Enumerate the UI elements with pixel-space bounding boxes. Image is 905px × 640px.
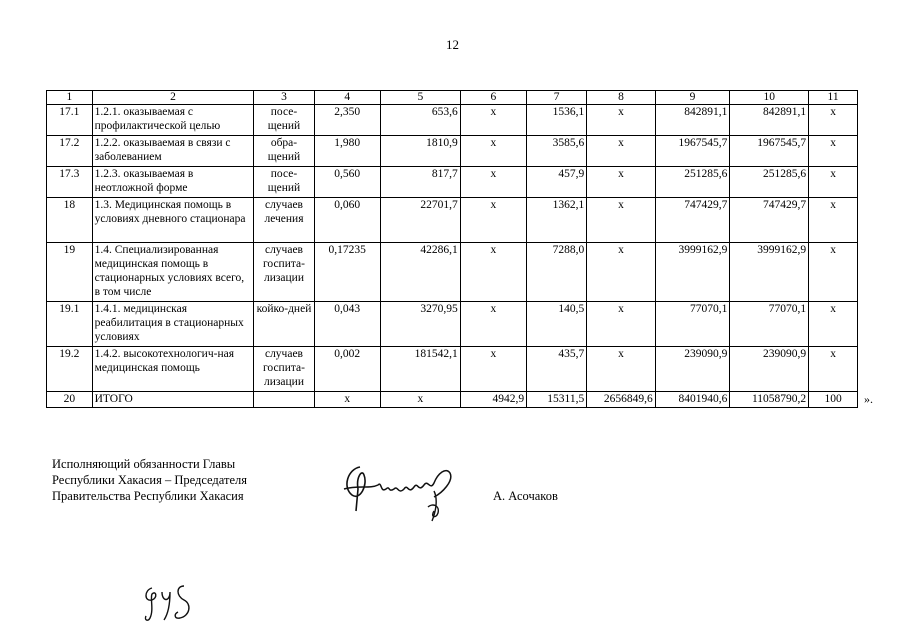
table-row: [47, 243, 858, 302]
cell: 2,350: [314, 105, 380, 136]
table-row: [47, 105, 858, 136]
signatory-title-line: Исполняющий обязанности Главы: [52, 457, 236, 471]
closing-quote: ».: [864, 392, 873, 406]
table-row: [47, 136, 858, 167]
cell: 747429,7: [730, 198, 809, 243]
cell: х: [809, 167, 858, 198]
column-header: 6: [460, 91, 526, 105]
row-unit: случаев лечения: [254, 198, 314, 243]
cell: 251285,6: [655, 167, 730, 198]
cell: 251285,6: [730, 167, 809, 198]
row-number: 19.2: [47, 347, 93, 392]
cell: 1967545,7: [730, 136, 809, 167]
cell: х: [587, 167, 655, 198]
cell: 0,560: [314, 167, 380, 198]
cell: 3585,6: [527, 136, 587, 167]
column-header: 1: [47, 91, 93, 105]
cell: 77070,1: [655, 302, 730, 347]
cell: 3270,95: [380, 302, 460, 347]
signatory-title: [52, 456, 247, 504]
cell: х: [587, 347, 655, 392]
signatory-title-line: Республики Хакасия – Председателя: [52, 473, 248, 487]
row-number: 17.1: [47, 105, 93, 136]
cell: х: [460, 302, 526, 347]
cell: 3999162,9: [730, 243, 809, 302]
row-number: 17.3: [47, 167, 93, 198]
cell: х: [460, 198, 526, 243]
row-number: 19: [47, 243, 93, 302]
cell: х: [587, 136, 655, 167]
table-header-row: [47, 91, 858, 105]
cell: 239090,9: [730, 347, 809, 392]
row-unit: обра-щений: [254, 136, 314, 167]
cell: х: [460, 136, 526, 167]
cell: х: [809, 243, 858, 302]
cell: 653,6: [380, 105, 460, 136]
row-unit: посе-щений: [254, 167, 314, 198]
cell: х: [809, 105, 858, 136]
cell: х: [587, 105, 655, 136]
cell: 239090,9: [655, 347, 730, 392]
cell: 817,7: [380, 167, 460, 198]
column-header: 4: [314, 91, 380, 105]
cell: 4942,9: [460, 392, 526, 408]
cell: 1,980: [314, 136, 380, 167]
cell: 22701,7: [380, 198, 460, 243]
column-header: 11: [809, 91, 858, 105]
cell: 842891,1: [730, 105, 809, 136]
cell: 0,060: [314, 198, 380, 243]
cell: х: [460, 105, 526, 136]
cell: х: [314, 392, 380, 408]
cell: 42286,1: [380, 243, 460, 302]
cell: 77070,1: [730, 302, 809, 347]
cell: 11058790,2: [730, 392, 809, 408]
cell: х: [587, 198, 655, 243]
row-name: 1.4.2. высокотехнологич-ная медицинская помощь: [92, 347, 254, 392]
handwritten-initials: [140, 580, 200, 626]
column-header: 3: [254, 91, 314, 105]
table-row-total: [47, 392, 858, 408]
cell: х: [809, 302, 858, 347]
cell: 8401940,6: [655, 392, 730, 408]
cell: 2656849,6: [587, 392, 655, 408]
row-name: ИТОГО: [92, 392, 254, 408]
row-name: 1.2.3. оказываемая в неотложной форме: [92, 167, 254, 198]
cell: х: [809, 347, 858, 392]
cell: 3999162,9: [655, 243, 730, 302]
cell: 140,5: [527, 302, 587, 347]
cell: 181542,1: [380, 347, 460, 392]
cell: х: [380, 392, 460, 408]
column-header: 2: [92, 91, 254, 105]
column-header: 5: [380, 91, 460, 105]
cell: х: [587, 243, 655, 302]
cell: 100: [809, 392, 858, 408]
cell: х: [809, 136, 858, 167]
column-header: 9: [655, 91, 730, 105]
row-unit: случаев госпита-лизации: [254, 347, 314, 392]
cell: х: [587, 302, 655, 347]
row-number: 19.1: [47, 302, 93, 347]
cell: х: [809, 198, 858, 243]
cell: х: [460, 167, 526, 198]
table-row: [47, 198, 858, 243]
cell: 435,7: [527, 347, 587, 392]
column-header: 10: [730, 91, 809, 105]
row-unit: случаев госпита-лизации: [254, 243, 314, 302]
table-row: [47, 302, 858, 347]
signatory-title-line: Правительства Республики Хакасия: [52, 489, 244, 503]
financing-table: [46, 90, 858, 408]
column-header: 7: [527, 91, 587, 105]
cell: 0,002: [314, 347, 380, 392]
row-number: 17.2: [47, 136, 93, 167]
cell: 842891,1: [655, 105, 730, 136]
row-unit: койко-дней: [254, 302, 314, 347]
table-row: [47, 167, 858, 198]
cell: 1536,1: [527, 105, 587, 136]
table-row: [47, 347, 858, 392]
row-unit: [254, 392, 314, 408]
cell: 15311,5: [527, 392, 587, 408]
row-number: 18: [47, 198, 93, 243]
cell: 0,043: [314, 302, 380, 347]
row-unit: посе-щений: [254, 105, 314, 136]
cell: х: [460, 243, 526, 302]
cell: 0,17235: [314, 243, 380, 302]
row-name: 1.2.2. оказываемая в связи с заболеванием: [92, 136, 254, 167]
cell: 1967545,7: [655, 136, 730, 167]
cell: 1810,9: [380, 136, 460, 167]
column-header: 8: [587, 91, 655, 105]
handwritten-signature: [338, 459, 468, 527]
cell: х: [460, 347, 526, 392]
row-name: 1.4. Специализированная медицинская помощь в стационарных условиях всего, в том числе: [92, 243, 254, 302]
cell: 1362,1: [527, 198, 587, 243]
row-name: 1.2.1. оказываемая с профилактической целью: [92, 105, 254, 136]
cell: 7288,0: [527, 243, 587, 302]
row-name: 1.4.1. медицинская реабилитация в стационарных условиях: [92, 302, 254, 347]
row-name: 1.3. Медицинская помощь в условиях дневного стационара: [92, 198, 254, 243]
row-number: 20: [47, 392, 93, 408]
cell: 747429,7: [655, 198, 730, 243]
cell: 457,9: [527, 167, 587, 198]
signatory-name: А. Асочаков: [493, 489, 558, 503]
page-number: 12: [446, 37, 459, 52]
